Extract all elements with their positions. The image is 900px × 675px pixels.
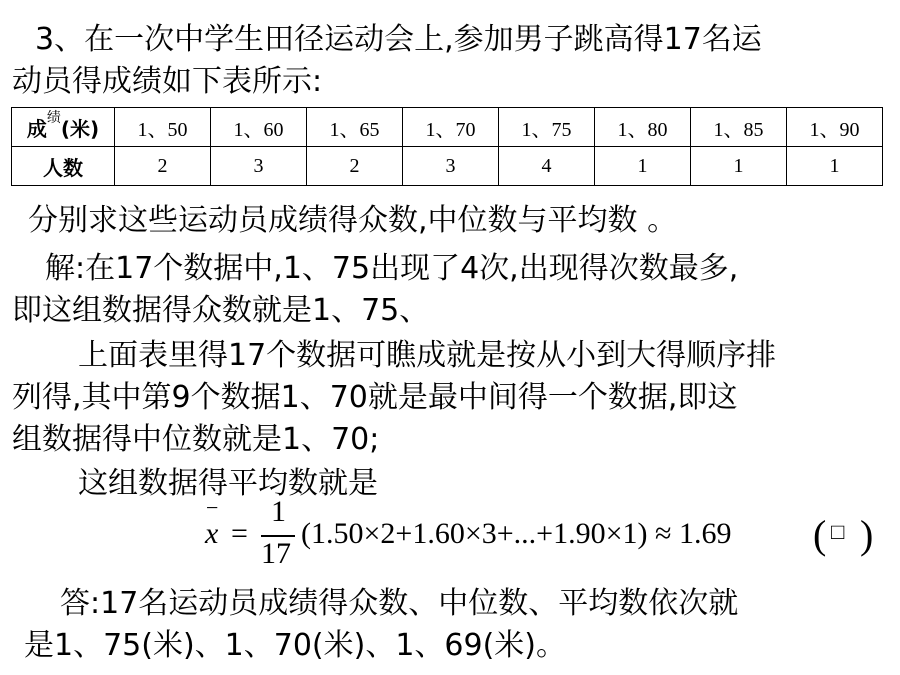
solution-line-2: 即这组数据得众数就是1、75、 bbox=[12, 293, 430, 328]
count-cell: 3 bbox=[211, 147, 307, 186]
formula-numerator: 1 bbox=[271, 495, 286, 528]
score-cell: 1、60 bbox=[211, 108, 307, 147]
solution-line-6: 这组数据得平均数就是 bbox=[78, 466, 378, 501]
score-cell: 1、90 bbox=[787, 108, 883, 147]
formula-xbar: x bbox=[205, 517, 219, 550]
count-cell: 3 bbox=[403, 147, 499, 186]
score-cell: 1、50 bbox=[115, 108, 211, 147]
count-cell: 1 bbox=[595, 147, 691, 186]
count-label-cell: 人数 bbox=[12, 147, 115, 186]
score-cell: 1、70 bbox=[403, 108, 499, 147]
score-table bbox=[11, 107, 883, 186]
table-row-scores bbox=[12, 108, 883, 147]
formula-denominator: 17 bbox=[261, 537, 291, 570]
formula-unit-close: ) bbox=[860, 512, 874, 557]
answer-line-2: 是1、75(米)、1、70(米)、1、69(米)。 bbox=[24, 628, 567, 663]
problem-line-1: 3、在一次中学生田径运动会上,参加男子跳高得17名运 bbox=[35, 22, 762, 57]
score-label-sup: 绩 bbox=[46, 109, 61, 126]
solution-line-3: 上面表里得17个数据可瞧成就是按从小到大得顺序排 bbox=[78, 338, 777, 373]
score-cell: 1、85 bbox=[691, 108, 787, 147]
table-row-counts bbox=[12, 147, 883, 186]
score-label-unit: (米) bbox=[60, 116, 100, 141]
count-cell: 1 bbox=[691, 147, 787, 186]
score-cell: 1、75 bbox=[499, 108, 595, 147]
formula-equals: = bbox=[231, 517, 248, 550]
problem-line-2: 动员得成绩如下表所示: bbox=[12, 64, 323, 99]
count-cell: 1 bbox=[787, 147, 883, 186]
question-text: 分别求这些运动员成绩得众数,中位数与平均数 。 bbox=[28, 203, 678, 238]
count-cell: 2 bbox=[307, 147, 403, 186]
formula-unit-box: □ bbox=[831, 519, 845, 544]
formula-bar: − bbox=[206, 495, 219, 520]
score-label-cell bbox=[12, 108, 115, 147]
solution-line-1: 解:在17个数据中,1、75出现了4次,出现得次数最多, bbox=[45, 251, 739, 286]
solution-line-5: 组数据得中位数就是1、70; bbox=[12, 422, 380, 457]
formula-unit-open: ( bbox=[813, 512, 827, 557]
score-label-main: 成 bbox=[26, 116, 47, 141]
score-cell: 1、65 bbox=[307, 108, 403, 147]
answer-line-1: 答:17名运动员成绩得众数、中位数、平均数依次就 bbox=[60, 586, 739, 621]
count-cell: 4 bbox=[499, 147, 595, 186]
solution-line-4: 列得,其中第9个数据1、70就是最中间得一个数据,即这 bbox=[12, 380, 738, 415]
mean-formula bbox=[205, 495, 885, 585]
count-cell: 2 bbox=[115, 147, 211, 186]
formula-expression: (1.50×2+1.60×3+...+1.90×1) ≈ 1.69 bbox=[301, 517, 732, 550]
score-cell: 1、80 bbox=[595, 108, 691, 147]
